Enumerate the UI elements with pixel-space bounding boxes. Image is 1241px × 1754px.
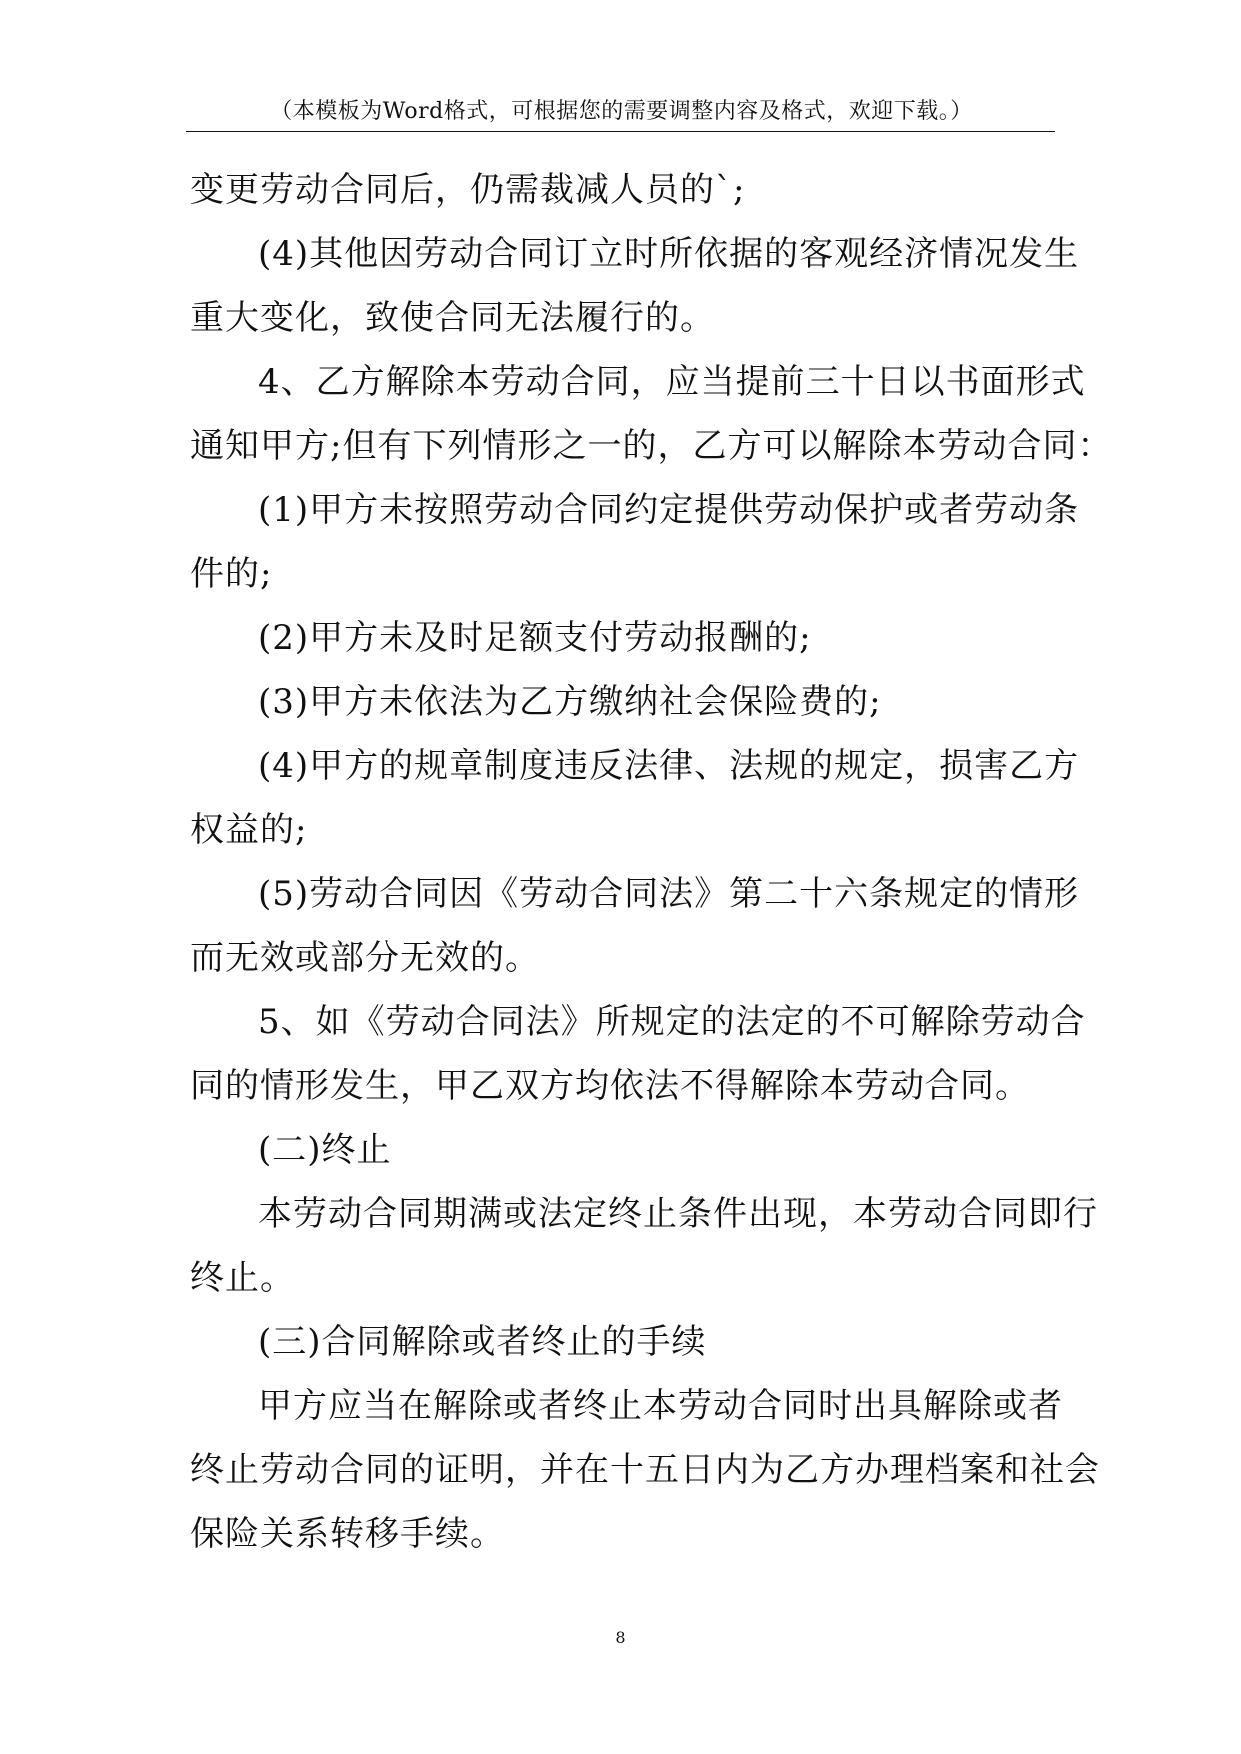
text-line: (2)甲方未及时足额支付劳动报酬的; xyxy=(258,618,812,658)
text-line: 保险关系转移手续。 xyxy=(190,1514,505,1554)
text-line: 重大变化，致使合同无法履行的。 xyxy=(190,298,715,338)
body-text xyxy=(190,158,1113,1566)
text-line: 甲方应当在解除或者终止本劳动合同时出具解除或者 xyxy=(258,1386,1063,1426)
text-line: 变更劳动合同后，仍需裁减人员的`; xyxy=(190,170,746,210)
page-header: （本模板为Word格式，可根据您的需要调整内容及格式，欢迎下载。） xyxy=(270,99,973,124)
text-line: 本劳动合同期满或法定终止条件出现，本劳动合同即行 xyxy=(258,1194,1098,1234)
text-line: 权益的; xyxy=(190,810,308,850)
section-heading: (二)终止 xyxy=(258,1130,392,1170)
text-line: 通知甲方;但有下列情形之一的，乙方可以解除本劳动合同： xyxy=(190,426,1113,466)
text-line: (4)其他因劳动合同订立时所依据的客观经济情况发生 xyxy=(258,234,1080,274)
text-line: 终止劳动合同的证明，并在十五日内为乙方办理档案和社会 xyxy=(190,1450,1100,1490)
text-line: 4、乙方解除本劳动合同，应当提前三十日以书面形式 xyxy=(258,362,1086,402)
text-line: 件的; xyxy=(190,554,273,594)
text-line: (5)劳动合同因《劳动合同法》第二十六条规定的情形 xyxy=(258,874,1080,914)
text-line: 终止。 xyxy=(190,1258,295,1298)
text-line: (4)甲方的规章制度违反法律、法规的规定，损害乙方 xyxy=(258,746,1080,786)
text-line: 5、如《劳动合同法》所规定的法定的不可解除劳动合 xyxy=(258,1002,1086,1042)
text-line: 同的情形发生，甲乙双方均依法不得解除本劳动合同。 xyxy=(190,1066,1030,1106)
text-line: 而无效或部分无效的。 xyxy=(190,938,540,978)
text-line: (1)甲方未按照劳动合同约定提供劳动保护或者劳动条 xyxy=(258,490,1080,530)
section-heading: (三)合同解除或者终止的手续 xyxy=(258,1322,707,1362)
page-number: 8 xyxy=(615,1628,626,1647)
header-divider xyxy=(186,131,1055,132)
text-line: (3)甲方未依法为乙方缴纳社会保险费的; xyxy=(258,682,882,722)
